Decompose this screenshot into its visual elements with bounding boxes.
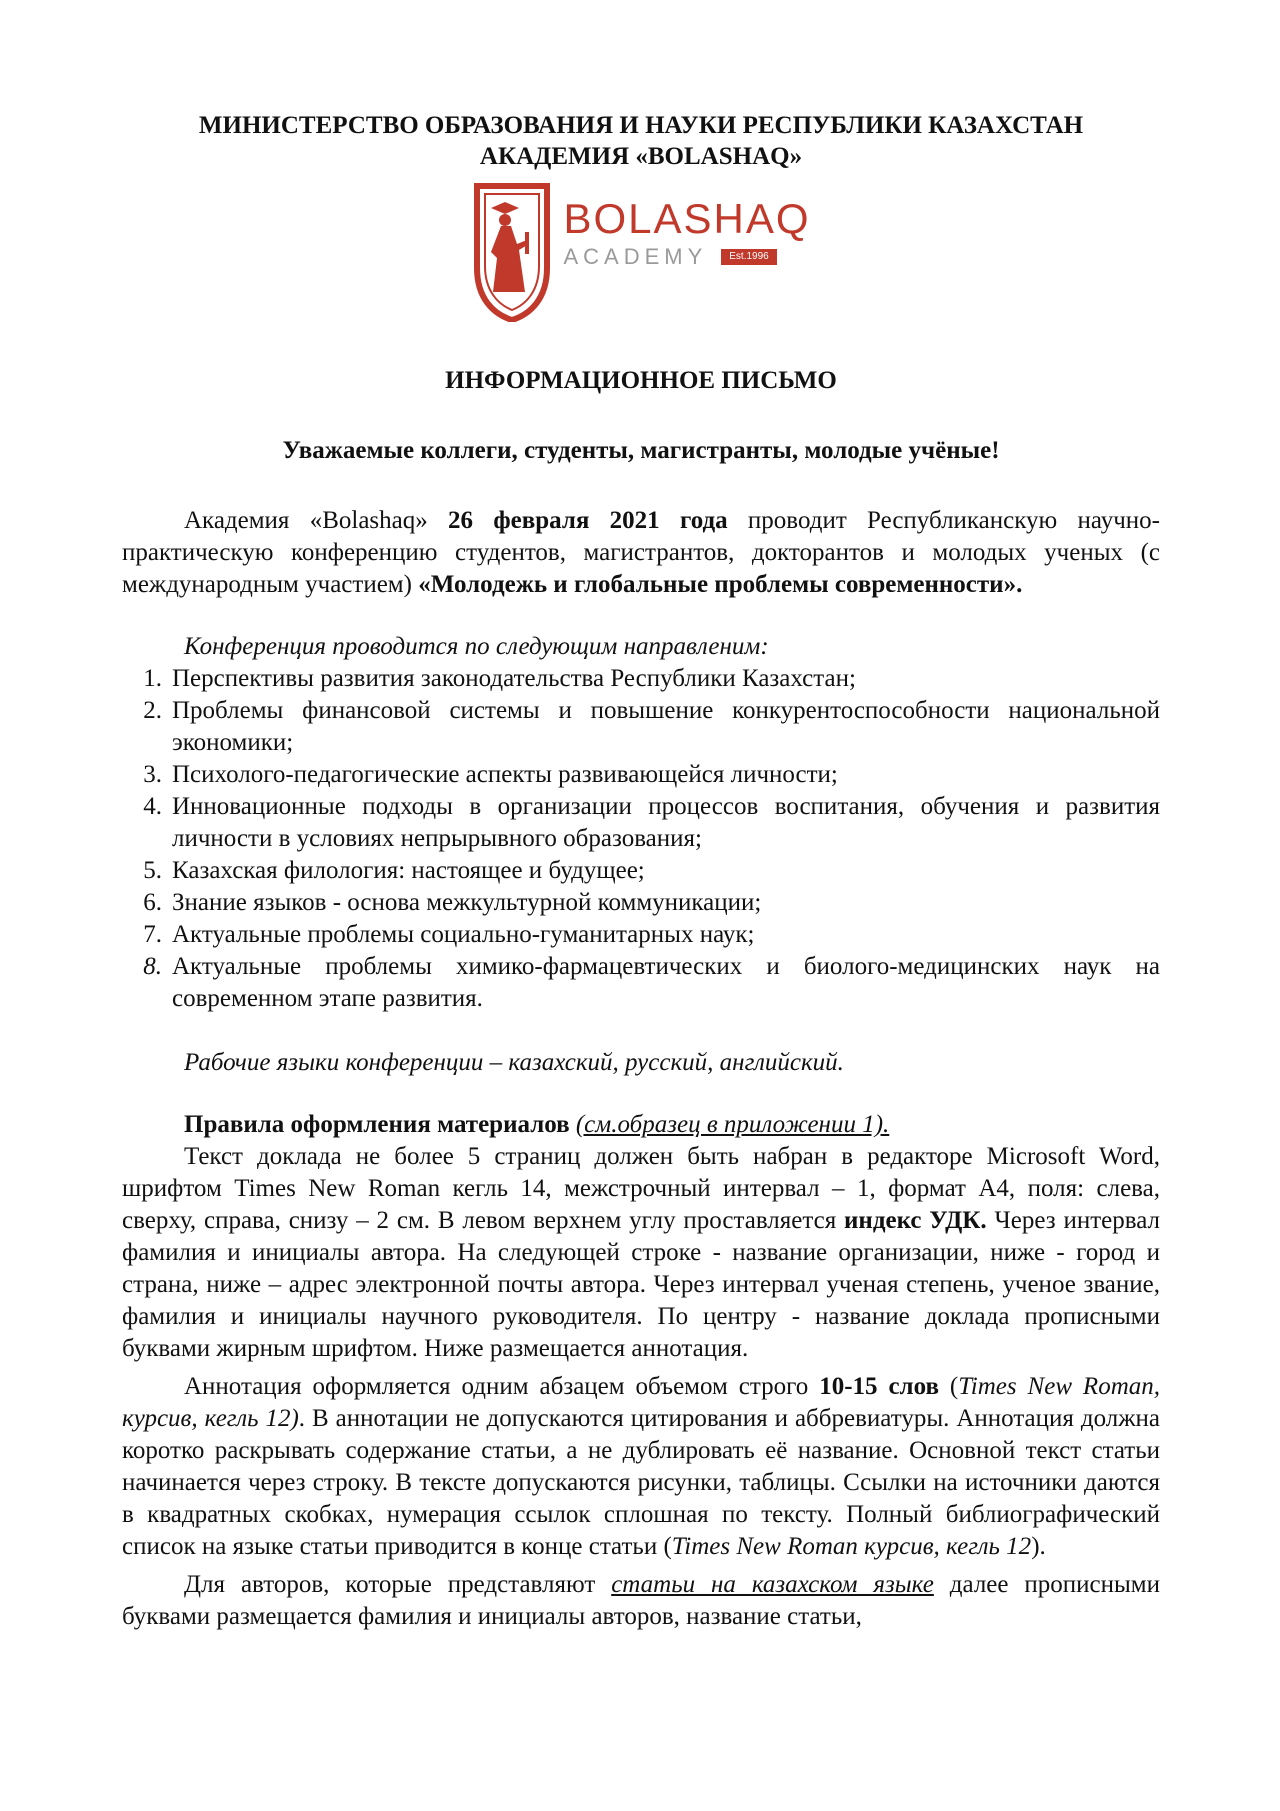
crest-icon [471,182,553,322]
list-item [122,791,1160,855]
rules-paragraph-1 [122,1141,1160,1365]
list-text: Актуальные проблемы социально-гуманитарных наук; [172,921,755,948]
rules-text: Текст доклада не более 5 страниц должен быть набран в редакторе Microsoft Word, шрифтом Times New Roman кегль 14, межстрочный интервал – 1, формат А4, поля: слева, сверху, справа, снизу – 2 см. В левом верхнем углу проставляется [122,1143,1160,1234]
intro-date: 26 февраля 2021 года [448,507,728,534]
sample-reference-link[interactable]: (см.образец в приложении 1). [575,1111,890,1138]
list-text: Инновационные подходы в организации процессов воспитания, обучения и развития личности в условиях непрырывного образования; [172,793,1160,852]
annotation-text: . В аннотации не допускаются цитирования и аббревиатуры. Аннотация должна коротко раскрывать содержание статьи, а не дублировать её название. Основной текст статьи начинается через строку. В тексте допускаются рисунки, таблицы. Ссылки на источники даются в квадратных скобках, нумерация ссылок сплошная по тексту. Полный библиографический список на языке статьи приводится в конце статьи ( [122,1405,1160,1560]
letter-title: ИНФОРМАЦИОННОЕ ПИСЬМО [445,367,837,394]
annotation-text: ( [938,1373,959,1400]
annotation-text: Аннотация оформляется одним абзацем объемом строго [184,1373,820,1400]
bibliography-font-note: Times New Roman курсив, кегль 12 [671,1533,1032,1560]
directions-heading: Конференция проводится по следующим направленим: [184,633,769,660]
rules-heading-line [122,1109,1160,1141]
list-item [122,663,1160,695]
authors-text: далее прописными буквами размещается фамилия и инициалы авторов, название статьи, [122,1571,1161,1630]
annotation-font-note: Times New Roman, курсив, кегль 12) [122,1373,1161,1432]
list-text: Проблемы финансовой системы и повышение конкурентоспособности национальной экономики; [172,697,1160,756]
conference-name: «Молодежь и глобальные проблемы современности». [418,571,1023,598]
working-languages: Рабочие языки конференции – казахский, русский, английский. [184,1049,844,1076]
word-count: 10-15 слов [819,1373,939,1400]
logo-academy: ACADEMY [563,244,708,269]
logo-brand: BOLASHAQ [563,195,811,242]
udc-index: индекс УДК. [844,1207,987,1234]
rules-heading: Правила оформления материалов [184,1111,570,1138]
academy-logo [122,182,1160,332]
rules-text: Через интервал фамилия и инициалы автора. На следующей строке - название организации, ниже - город и страна, ниже – адрес электронной почты автора. Через интервал ученая степень, ученое звание, фамилия и инициалы научного руководителя. По центру - название доклада прописными буквами жирным шрифтом. Ниже размещается аннотация. [122,1207,1161,1362]
list-number: 3. [143,761,162,788]
list-item [122,887,1160,919]
list-number: 6. [143,889,162,916]
annotation-paragraph [122,1371,1160,1563]
list-text: Актуальные проблемы химико-фармацевтических и биолого-медицинских наук на современном этапе развития. [172,953,1160,1012]
intro-text-2: проводит Республиканскую научно-практическую конференцию студентов, магистрантов, докторантов и молодых ученых (с международным участием) [122,507,1160,598]
logo-est-badge: Est.1996 [721,249,776,265]
list-number: 8. [143,953,162,980]
list-text: Перспективы развития законодательства Республики Казахстан; [172,665,856,692]
intro-paragraph [122,505,1160,601]
directions-list [122,663,1160,1015]
list-number: 4. [143,793,162,820]
list-item [122,759,1160,791]
kazakh-articles-link[interactable]: статьи на казахском языке [611,1571,934,1598]
list-number: 5. [143,857,162,884]
list-item [122,919,1160,951]
list-text: Психолого-педагогические аспекты развивающейся личности; [172,761,838,788]
list-item [122,951,1160,1015]
list-number: 2. [143,697,162,724]
annotation-text: ). [1031,1533,1046,1560]
list-item [122,695,1160,759]
intro-text-1: Академия «Bolashaq» [184,507,449,534]
authors-text: Для авторов, которые представляют [184,1571,612,1598]
academy-heading: АКАДЕМИЯ «BOLASHAQ» [479,143,803,170]
list-text: Знание языков - основа межкультурной коммуникации; [172,889,762,916]
list-item [122,855,1160,887]
list-number: 1. [143,665,162,692]
list-text: Казахская филология: настоящее и будущее; [172,857,645,884]
kazakh-authors-paragraph [122,1569,1160,1633]
greeting: Уважаемые коллеги, студенты, магистранты, молодые учёные! [282,437,1000,464]
list-number: 7. [143,921,162,948]
ministry-heading: МИНИСТЕРСТВО ОБРАЗОВАНИЯ И НАУКИ РЕСПУБЛИКИ КАЗАХСТАН [198,112,1084,139]
